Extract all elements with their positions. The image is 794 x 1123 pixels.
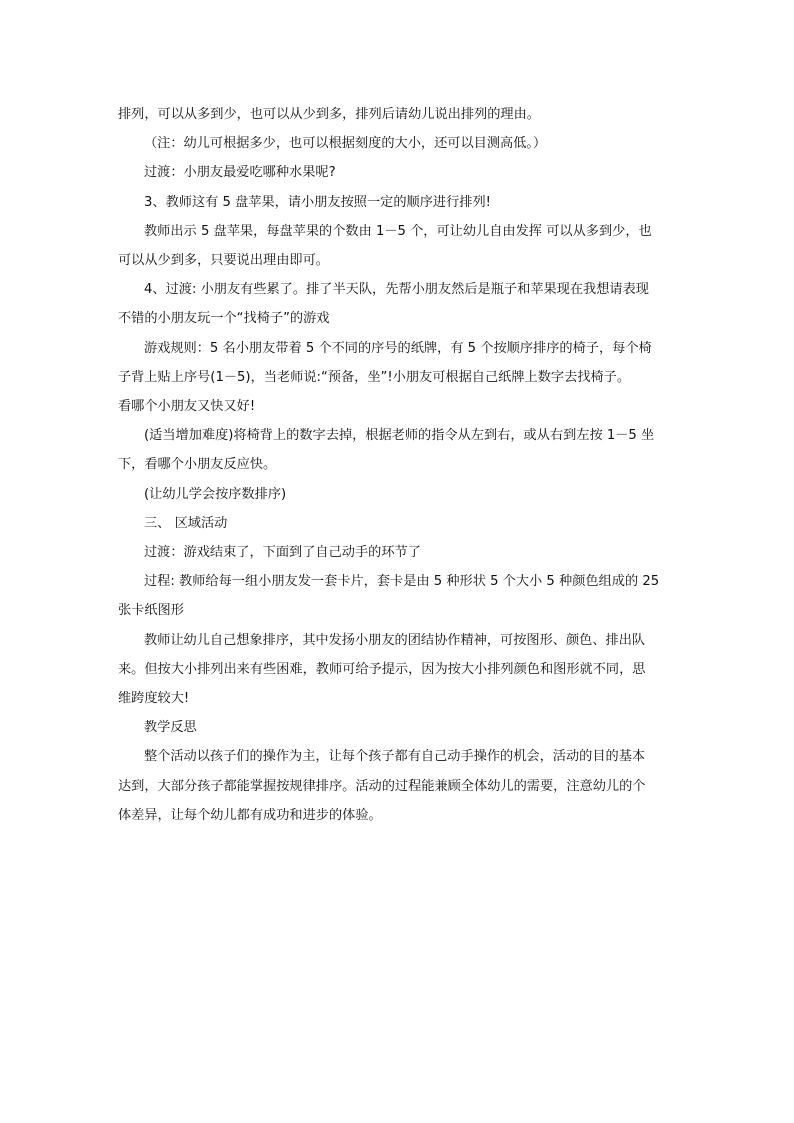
text-line: 维跨度较大! (118, 691, 190, 707)
text-line: 游戏规则：5 名小朋友带着 5 个不同的序号的纸牌，有 5 个按顺序排序的椅子，每个椅 (144, 340, 652, 356)
text-line: 过渡：小朋友最爱吃哪种水果呢? (144, 165, 336, 181)
text-line: 整个活动以孩子们的操作为主，让每个孩子都有自己动手操作的机会，活动的目的基本 (144, 749, 646, 765)
text-line: 教学反思 (144, 720, 197, 736)
text-line: 过渡：游戏结束了，下面到了自己动手的环节了 (144, 545, 421, 561)
text-line: 三、 区域活动 (144, 515, 228, 531)
text-line: 看哪个小朋友又快又好! (118, 399, 256, 415)
text-line: 子背上贴上序号(1－5)，当老师说:“预备，坐”!小朋友可根据自己纸牌上数字去找椅子。 (118, 369, 631, 385)
text-line: 教师让幼儿自己想象排序，其中发扬小朋友的团结协作精神，可按图形、颜色、排出队 (144, 632, 646, 648)
text-line: (适当增加难度)将椅背上的数字去掉，根据老师的指令从左到右，或从右到左按 1－5 坐 (144, 428, 655, 444)
text-line: 教师出示 5 盘苹果，每盘苹果的个数由 1－5 个，可让幼儿自由发挥 可以从多到少，也 (144, 223, 652, 239)
text-line: 来。但按大小排列出来有些困难，教师可给予提示，因为按大小排列颜色和图形就不同，思 (118, 661, 646, 677)
text-line: (让幼儿学会按序数排序) (144, 486, 287, 502)
text-line: 可以从少到多，只要说出理由即可。 (118, 253, 329, 269)
text-line: 3、教师这有 5 盘苹果，请小朋友按照一定的顺序进行排列! (144, 194, 491, 210)
text-line: （注：幼儿可根据多少，也可以根据刻度的大小，还可以目测高低。） (144, 136, 547, 152)
text-line: 体差异，让每个幼儿都有成功和进步的体验。 (118, 807, 382, 823)
text-line: 排列，可以从多到少，也可以从少到多，排列后请幼儿说出排列的理由。 (118, 107, 540, 122)
text-line: 张卡纸图形 (118, 603, 184, 619)
text-line: 达到，大部分孩子都能掌握按规律排序。活动的过程能兼顾全体幼儿的需要，注意幼儿的个 (118, 778, 646, 794)
text-line: 不错的小朋友玩一个“找椅子”的游戏 (118, 311, 330, 327)
text-line: 过程: 教师给每一组小朋友发一套卡片，套卡是由 5 种形状 5 个大小 5 种颜色组成的 25 (144, 574, 660, 590)
document-body (118, 100, 680, 830)
text-line: 下，看哪个小朋友反应快。 (118, 457, 277, 473)
text-line: 4、过渡: 小朋友有些累了。排了半天队，先帮小朋友然后是瓶子和苹果现在我想请表现 (144, 282, 649, 298)
